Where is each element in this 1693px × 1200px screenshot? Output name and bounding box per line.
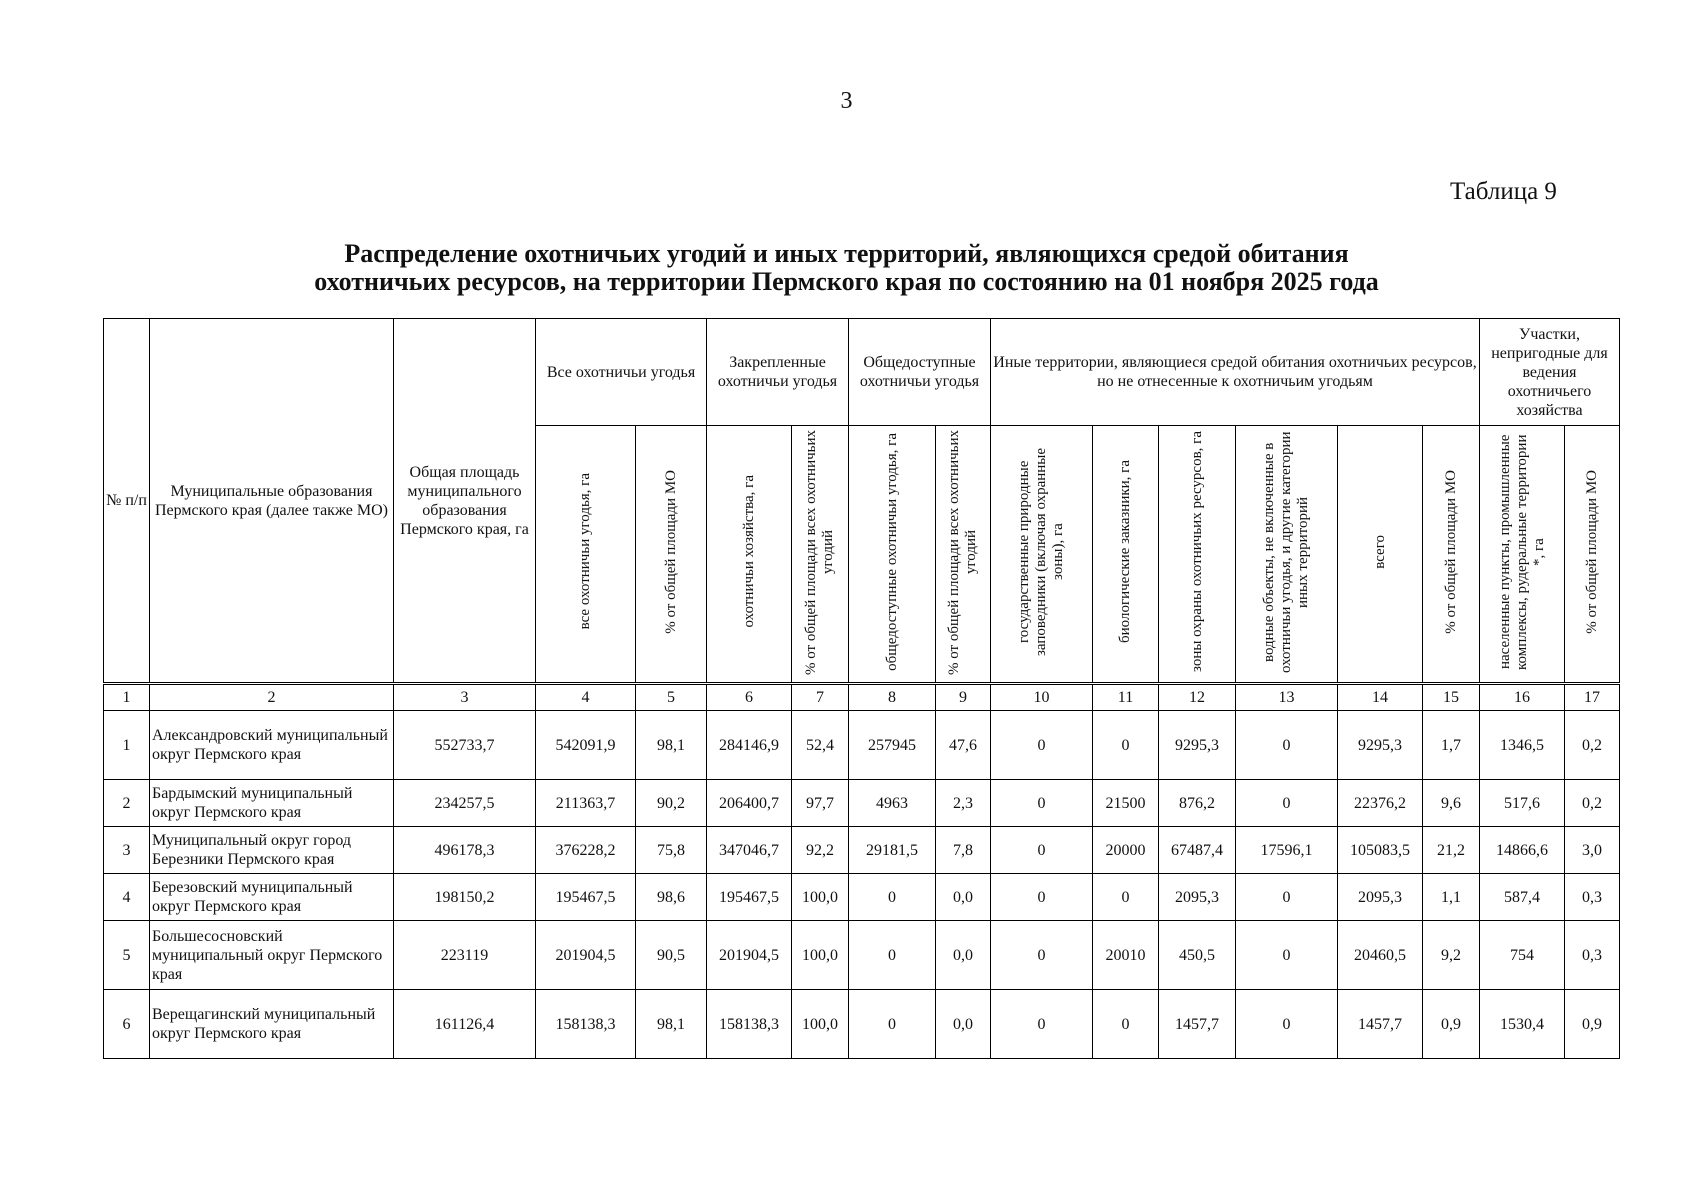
cell-other-total: 2095,3	[1338, 874, 1423, 921]
cell-n: 6	[104, 990, 150, 1059]
cell-all-ha: 158138,3	[536, 990, 636, 1059]
cell-settlements: 517,6	[1480, 780, 1565, 827]
subheader-col-14	[1338, 426, 1423, 684]
cell-zones: 450,5	[1159, 921, 1236, 990]
cell-reserves: 0	[991, 780, 1093, 827]
subheader-col-4	[536, 426, 636, 684]
cell-name: Большесосновский муниципальный округ Пермского края	[150, 921, 394, 990]
table-row	[104, 827, 1620, 874]
cell-sanctuaries: 21500	[1093, 780, 1159, 827]
cell-all-ha: 376228,2	[536, 827, 636, 874]
cell-zones: 9295,3	[1159, 711, 1236, 780]
cell-public-ha: 0	[849, 921, 936, 990]
cell-total: 161126,4	[394, 990, 536, 1059]
cell-public-ha: 29181,5	[849, 827, 936, 874]
cell-water: 0	[1236, 990, 1338, 1059]
cell-public-ha: 0	[849, 990, 936, 1059]
subheader-label: % от общей площади всех охотничьих угодий	[946, 428, 979, 675]
document-title	[0, 240, 1693, 296]
cell-settlements: 14866,6	[1480, 827, 1565, 874]
column-number: 17	[1565, 684, 1620, 711]
header-municipality: Муниципальные образования Пермского края (далее также МО)	[150, 319, 394, 684]
cell-all-ha: 195467,5	[536, 874, 636, 921]
column-number: 1	[104, 684, 150, 711]
subheader-col-5	[636, 426, 707, 684]
cell-all-pct: 98,1	[636, 711, 707, 780]
cell-all-ha: 211363,7	[536, 780, 636, 827]
cell-assigned-pct: 92,2	[792, 827, 849, 874]
cell-water: 0	[1236, 874, 1338, 921]
cell-zones: 876,2	[1159, 780, 1236, 827]
cell-other-total: 1457,7	[1338, 990, 1423, 1059]
cell-other-pct: 9,6	[1423, 780, 1480, 827]
cell-settlements-pct: 0,3	[1565, 874, 1620, 921]
cell-total: 223119	[394, 921, 536, 990]
cell-public-pct: 0,0	[936, 874, 991, 921]
cell-total: 552733,7	[394, 711, 536, 780]
cell-assigned-ha: 347046,7	[707, 827, 792, 874]
column-number: 9	[936, 684, 991, 711]
column-number: 3	[394, 684, 536, 711]
cell-name: Александровский муниципальный округ Пермского края	[150, 711, 394, 780]
cell-all-pct: 90,2	[636, 780, 707, 827]
cell-name: Березовский муниципальный округ Пермского края	[150, 874, 394, 921]
subheader-col-15	[1423, 426, 1480, 684]
subheader-label: населенные пункты, промышленные комплексы, рудеральные территории *, га	[1496, 433, 1547, 670]
cell-n: 4	[104, 874, 150, 921]
cell-sanctuaries: 20000	[1093, 827, 1159, 874]
header-public: Общедоступные охотничьи угодья	[849, 319, 991, 426]
cell-all-pct: 75,8	[636, 827, 707, 874]
cell-settlements: 587,4	[1480, 874, 1565, 921]
cell-other-pct: 1,7	[1423, 711, 1480, 780]
title-line-2: охотничьих ресурсов, на территории Пермского края по состоянию на 01 ноября 2025 года	[314, 267, 1379, 296]
cell-public-ha: 257945	[849, 711, 936, 780]
cell-public-pct: 7,8	[936, 827, 991, 874]
subheader-col-9	[936, 426, 991, 684]
cell-assigned-pct: 100,0	[792, 874, 849, 921]
subheader-col-11	[1093, 426, 1159, 684]
page-number: 3	[840, 88, 853, 114]
cell-settlements-pct: 0,2	[1565, 711, 1620, 780]
table-row	[104, 921, 1620, 990]
subheader-col-12	[1159, 426, 1236, 684]
cell-assigned-ha: 201904,5	[707, 921, 792, 990]
subheader-label: водные объекты, не включенные в охотничьи угодья, и другие категории иных территорий	[1261, 430, 1311, 673]
cell-public-pct: 0,0	[936, 921, 991, 990]
cell-all-pct: 98,1	[636, 990, 707, 1059]
title-line-1: Распределение охотничьих угодий и иных территорий, являющихся средой обитания	[344, 239, 1349, 268]
column-number: 16	[1480, 684, 1565, 711]
table-row	[104, 780, 1620, 827]
subheader-label: % от общей площади всех охотничьих угодий	[803, 428, 836, 675]
cell-assigned-pct: 100,0	[792, 921, 849, 990]
cell-reserves: 0	[991, 827, 1093, 874]
subheader-col-7	[792, 426, 849, 684]
cell-water: 0	[1236, 921, 1338, 990]
subheader-label: государственные природные заповедники (включая охранные зоны), га	[1016, 447, 1066, 656]
cell-assigned-ha: 284146,9	[707, 711, 792, 780]
cell-name: Муниципальный округ город Березники Пермского края	[150, 827, 394, 874]
cell-public-pct: 0,0	[936, 990, 991, 1059]
cell-settlements-pct: 0,3	[1565, 921, 1620, 990]
column-number: 10	[991, 684, 1093, 711]
column-number: 5	[636, 684, 707, 711]
cell-settlements: 754	[1480, 921, 1565, 990]
cell-reserves: 0	[991, 990, 1093, 1059]
cell-public-ha: 0	[849, 874, 936, 921]
cell-all-pct: 90,5	[636, 921, 707, 990]
cell-assigned-ha: 195467,5	[707, 874, 792, 921]
header-all-hunting: Все охотничьи угодья	[536, 319, 707, 426]
cell-assigned-ha: 158138,3	[707, 990, 792, 1059]
cell-reserves: 0	[991, 711, 1093, 780]
cell-total: 234257,5	[394, 780, 536, 827]
cell-settlements-pct: 0,9	[1565, 990, 1620, 1059]
cell-other-total: 105083,5	[1338, 827, 1423, 874]
subheader-col-8	[849, 426, 936, 684]
subheader-label: зоны охраны охотничьих ресурсов, га	[1188, 430, 1205, 672]
cell-n: 2	[104, 780, 150, 827]
subheader-label: биологические заказники, га	[1117, 460, 1133, 643]
hunting-grounds-table	[103, 318, 1620, 1059]
column-number: 6	[707, 684, 792, 711]
cell-total: 496178,3	[394, 827, 536, 874]
table-row	[104, 711, 1620, 780]
column-number: 7	[792, 684, 849, 711]
cell-other-total: 20460,5	[1338, 921, 1423, 990]
cell-reserves: 0	[991, 874, 1093, 921]
column-number: 12	[1159, 684, 1236, 711]
cell-sanctuaries: 0	[1093, 990, 1159, 1059]
header-assigned: Закрепленные охотничьи угодья	[707, 319, 849, 426]
subheader-label: всего	[1371, 534, 1388, 569]
column-number: 4	[536, 684, 636, 711]
subheader-label: % от общей площади МО	[1442, 469, 1459, 634]
cell-public-pct: 2,3	[936, 780, 991, 827]
header-unsuitable: Участки, непригодные для ведения охотничьего хозяйства	[1480, 319, 1620, 426]
cell-name: Бардымский муниципальный округ Пермского края	[150, 780, 394, 827]
cell-water: 0	[1236, 711, 1338, 780]
cell-assigned-pct: 97,7	[792, 780, 849, 827]
header-total-area: Общая площадь муниципального образования Пермского края, га	[394, 319, 536, 684]
cell-other-total: 22376,2	[1338, 780, 1423, 827]
cell-water: 0	[1236, 780, 1338, 827]
cell-n: 1	[104, 711, 150, 780]
cell-zones: 67487,4	[1159, 827, 1236, 874]
cell-zones: 1457,7	[1159, 990, 1236, 1059]
cell-settlements-pct: 3,0	[1565, 827, 1620, 874]
header-num: № п/п	[104, 319, 150, 684]
cell-sanctuaries: 0	[1093, 711, 1159, 780]
cell-reserves: 0	[991, 921, 1093, 990]
column-number: 14	[1338, 684, 1423, 711]
subheader-col-6	[707, 426, 792, 684]
table-label: Таблица 9	[1450, 178, 1557, 205]
subheader-col-16	[1480, 426, 1565, 684]
cell-settlements: 1530,4	[1480, 990, 1565, 1059]
cell-public-ha: 4963	[849, 780, 936, 827]
column-number: 8	[849, 684, 936, 711]
cell-assigned-pct: 52,4	[792, 711, 849, 780]
cell-settlements-pct: 0,2	[1565, 780, 1620, 827]
cell-zones: 2095,3	[1159, 874, 1236, 921]
subheader-label: охотничьи хозяйства, га	[740, 475, 757, 628]
cell-assigned-pct: 100,0	[792, 990, 849, 1059]
subheader-label: общедоступные охотничьи угодья, га	[883, 432, 900, 671]
column-number: 13	[1236, 684, 1338, 711]
cell-all-ha: 542091,9	[536, 711, 636, 780]
cell-assigned-ha: 206400,7	[707, 780, 792, 827]
cell-other-pct: 21,2	[1423, 827, 1480, 874]
cell-all-ha: 201904,5	[536, 921, 636, 990]
cell-sanctuaries: 20010	[1093, 921, 1159, 990]
cell-total: 198150,2	[394, 874, 536, 921]
table-row	[104, 990, 1620, 1059]
column-number: 2	[150, 684, 394, 711]
cell-other-total: 9295,3	[1338, 711, 1423, 780]
cell-all-pct: 98,6	[636, 874, 707, 921]
cell-settlements: 1346,5	[1480, 711, 1565, 780]
column-number: 15	[1423, 684, 1480, 711]
subheader-label: все охотничьи угодья, га	[577, 473, 593, 630]
subheader-label: % от общей площади МО	[1583, 469, 1600, 634]
cell-other-pct: 9,2	[1423, 921, 1480, 990]
cell-water: 17596,1	[1236, 827, 1338, 874]
cell-other-pct: 1,1	[1423, 874, 1480, 921]
cell-n: 3	[104, 827, 150, 874]
column-number: 11	[1093, 684, 1159, 711]
header-other-territories: Иные территории, являющиеся средой обитания охотничьих ресурсов, но не отнесенные к охотничьим угодьям	[991, 319, 1480, 426]
subheader-col-17	[1565, 426, 1620, 684]
cell-name: Верещагинский муниципальный округ Пермского края	[150, 990, 394, 1059]
cell-public-pct: 47,6	[936, 711, 991, 780]
subheader-col-10	[991, 426, 1093, 684]
subheader-col-13	[1236, 426, 1338, 684]
subheader-label: % от общей площади МО	[662, 469, 679, 634]
cell-sanctuaries: 0	[1093, 874, 1159, 921]
cell-n: 5	[104, 921, 150, 990]
table-row	[104, 874, 1620, 921]
cell-other-pct: 0,9	[1423, 990, 1480, 1059]
